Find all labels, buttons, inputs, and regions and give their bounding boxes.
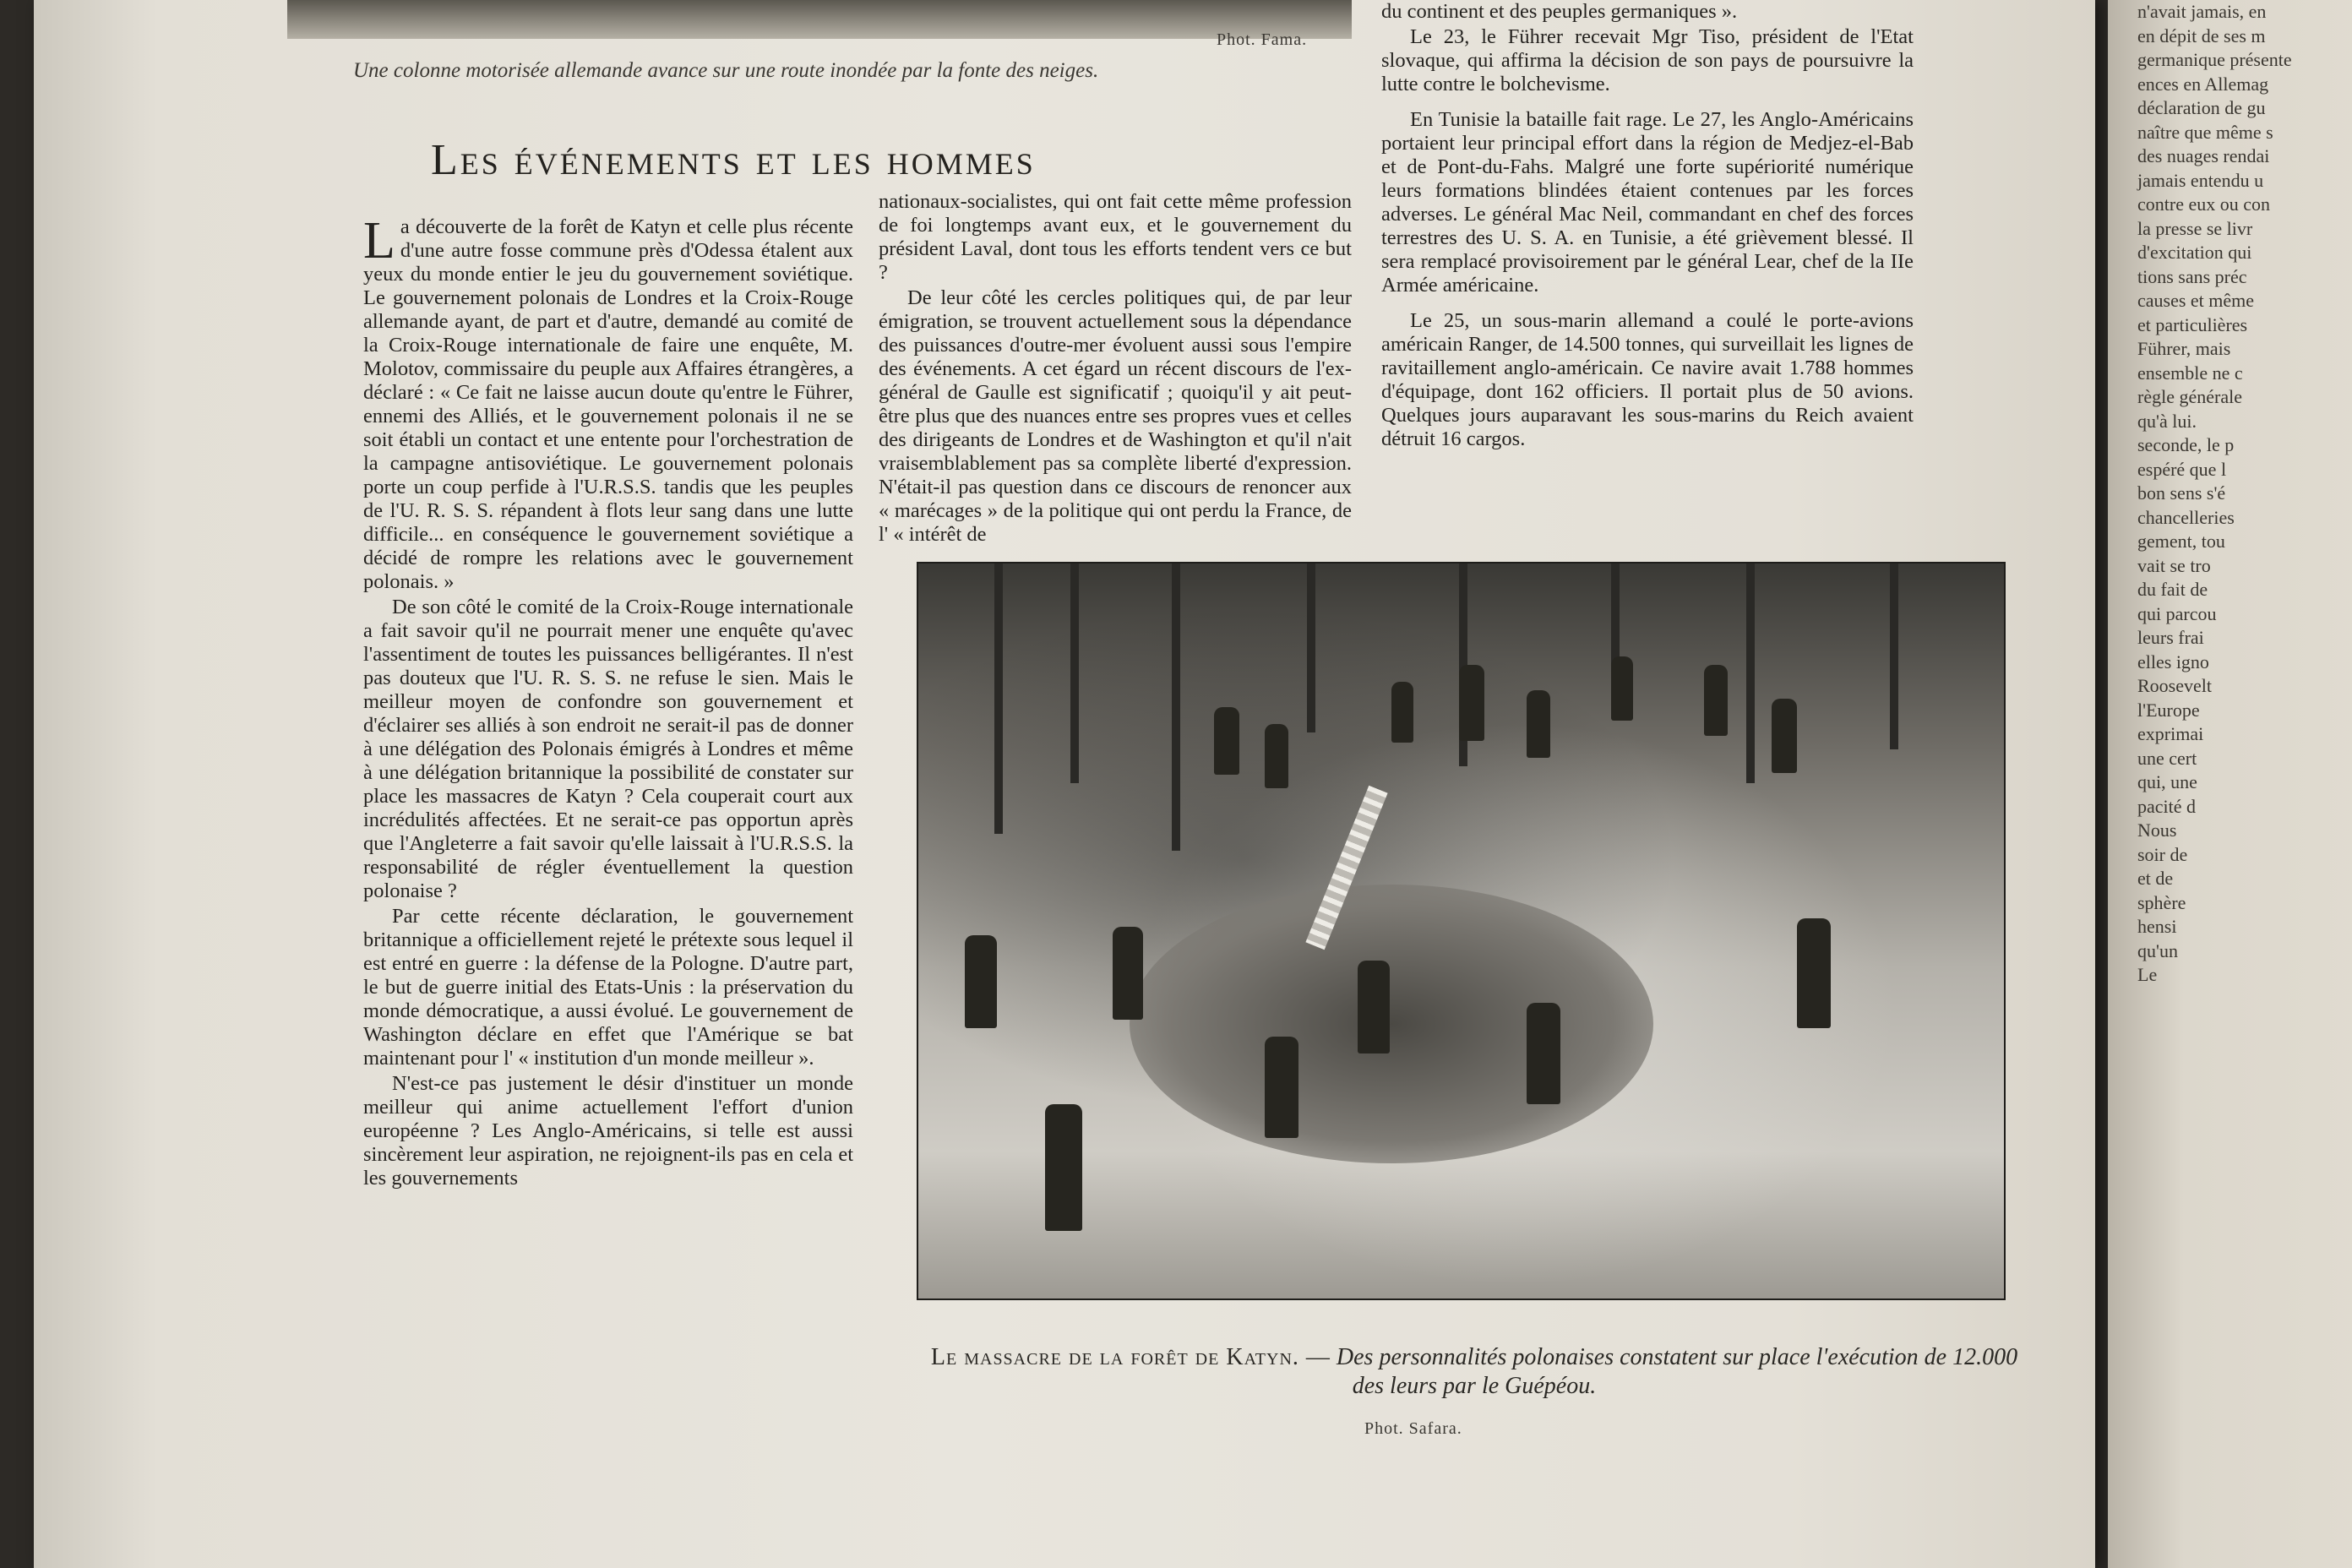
adjacent-page-line: seconde, le p xyxy=(2137,434,2235,455)
adjacent-page-line: sphère xyxy=(2137,891,2186,913)
adjacent-page-line: n'avait jamais, en xyxy=(2137,1,2267,22)
adjacent-page-text xyxy=(2137,0,2352,988)
adjacent-page-line: gement, tou xyxy=(2137,531,2225,552)
adjacent-page-line: tions sans préc xyxy=(2137,265,2247,287)
photo-caption-text: Des personnalités polonaises constatent sur place l'exécution de 12.000 des leurs par le Guépéou. xyxy=(1336,1344,2018,1399)
adjacent-page-line: du fait de xyxy=(2137,579,2208,600)
adjacent-page-line: exprimai xyxy=(2137,723,2204,744)
adjacent-page-line: qui, une xyxy=(2137,771,2197,792)
col1-paragraph-1: La découverte de la forêt de Katyn et celle plus récente d'une autre fosse commune près d'Odessa étalent aux yeux du monde entier le jeu du gouvernement soviétique. Le gouvernement polonais de Londres et la Croix-Rouge allemande ayant, de part et d'autre, demandé au comité de la Croix-Rouge internationale de faire une enquête, M. Molotov, commissaire du peuple aux Affaires étrangères, a déclaré : « Ce fait ne laisse aucun doute qu'entre le Führer, ennemi des Alliés, et le gouvernement polonais il ne se soit établi un contact et une entente pour l'orchestration de la campagne antisoviétique. Le gouvernement polonais porte un coup perfide à l'U.R.S.S. tandis que les peuples de l'U. R. S. S. répandent à flots leur sang dans une lutte difficile... en conséquence le gouvernement soviétique a décidé de rompre les relations avec le gouvernement polonais. » xyxy=(363,212,853,593)
adjacent-page-line: ensemble ne c xyxy=(2137,362,2243,384)
col3-paragraph-1: du continent et des peuples germaniques ». xyxy=(1381,0,1738,23)
adjacent-page-line: l'Europe xyxy=(2137,699,2200,721)
top-photo xyxy=(287,0,1352,39)
adjacent-page-line: qu'à lui. xyxy=(2137,410,2197,432)
col3-paragraph-3: En Tunisie la bataille fait rage. Le 27, les Anglo-Américains portaient leur principal effort dans la région de Medjez-el-Bab et de Pont-du-Fahs. Malgré une forte supériorité numérique leurs formations blindées étaient contenues par les forces adverses. Le général Mac Neil, commandant en chef des forces terrestres des U. S. A. en Tunisie, a été grièvement blessé. Il sera remplacé provisoirement par le général Lear, chef de la IIe Armée américaine. xyxy=(1381,108,1914,297)
adjacent-page-line: ences en Allemag xyxy=(2137,73,2269,95)
adjacent-page-line: causes et même xyxy=(2137,290,2255,311)
adjacent-page-line: leurs frai xyxy=(2137,627,2204,648)
adjacent-page-line: espéré que l xyxy=(2137,458,2227,480)
col1-paragraph-3: Par cette récente déclaration, le gouvernement britannique a officiellement rejeté le prétexte sous lequel il est entré en guerre : la défense de la Pologne. D'autre part, le but de guerre initial des Etats-Unis : la préservation du monde démocratique, a aussi évolué. Le gouvernement de Washington déclare en effet que l'Amérique se bat maintenant pour l' « institution d'un monde meilleur ». xyxy=(363,905,853,1070)
adjacent-page-line: Roosevelt xyxy=(2137,675,2212,696)
adjacent-page-line: Nous xyxy=(2137,819,2177,841)
adjacent-page-line: des nuages rendai xyxy=(2137,145,2270,166)
adjacent-page-line: elles igno xyxy=(2137,651,2209,672)
adjacent-page-line: qui parcou xyxy=(2137,602,2217,624)
col1-paragraph-2: De son côté le comité de la Croix-Rouge internationale a fait savoir qu'il ne pourrait mener une enquête qu'avec l'assentiment de toutes les puissances belligérantes. Il n'est pas douteux que l'U. R. S. S. ne refuse le sien. Mais le meilleur moyen de confondre son gouvernement et d'éclairer ses alliés à son endroit ne serait-il pas de donner à une délégation des Polonais émigrés à Londres et même à une délégation britannique la possibilité de constater sur place les massacres de Katyn ? Cela couperait court aux incrédulités affectées. Et ne serait-ce pas opportun après que l'Angleterre a fait savoir qu'elle laissait à l'U.R.S.S. la responsabilité de régler éventuellement la question polonaise ? xyxy=(363,596,853,902)
col3-paragraph-2: Le 23, le Führer recevait Mgr Tiso, président de l'Etat slovaque, qui affirma la décision de son pays de poursuivre la lutte contre le bolchevisme. xyxy=(1381,25,1914,95)
adjacent-page-line: soir de xyxy=(2137,843,2188,865)
photo-credit: Phot. Safara. xyxy=(1364,1419,1462,1438)
col3-paragraph-4: Le 25, un sous-marin allemand a coulé le porte-avions américain Ranger, de 14.500 tonnes, qui surveillait les lignes de ravitaillement anglo-américain. Ce navire avait 1.788 hommes d'équipage, dont 162 officiers. Il portait plus de 50 avions. Quelques jours auparavant les sous-marins du Reich avaient détruit 16 cargos. xyxy=(1381,309,1914,450)
adjacent-page-line: pacité d xyxy=(2137,795,2197,817)
adjacent-page-line: et particulières xyxy=(2137,313,2248,335)
top-photo-caption: Une colonne motorisée allemande avance sur une route inondée par la fonte des neiges. xyxy=(353,59,1099,82)
adjacent-page-line: bon sens s'é xyxy=(2137,482,2226,504)
column-1 xyxy=(363,212,853,1192)
katyn-photo xyxy=(917,562,2006,1300)
photo-caption xyxy=(929,1343,2019,1401)
col1-paragraph-4: N'est-ce pas justement le désir d'instituer un monde meilleur qui anime actuellement l'effort d'union européenne ? Les Anglo-Américains, si telle est aussi sincèrement leur aspiration, ne rejoignent-ils pas en cela et les gouvernements xyxy=(363,1072,853,1190)
adjacent-page-line: en dépit de ses m xyxy=(2137,24,2266,46)
adjacent-page-line: vait se tro xyxy=(2137,554,2211,576)
adjacent-page-line: règle générale xyxy=(2137,386,2242,407)
adjacent-page-line: déclaration de gu xyxy=(2137,97,2266,118)
adjacent-page-line: contre eux ou con xyxy=(2137,193,2270,215)
dropcap: L xyxy=(363,212,395,270)
adjacent-page-line: jamais entendu u xyxy=(2137,169,2264,191)
section-headline: Les événements et les hommes xyxy=(431,136,1036,184)
adjacent-page-line: d'excitation qui xyxy=(2137,242,2252,263)
adjacent-page-line: une cert xyxy=(2137,747,2197,769)
column-3 xyxy=(1381,0,1914,453)
adjacent-page-line: Führer, mais xyxy=(2137,338,2231,359)
magazine-page xyxy=(34,0,2095,1568)
adjacent-page-line: germanique présente xyxy=(2137,49,2292,70)
adjacent-page-line: la presse se livr xyxy=(2137,217,2253,239)
adjacent-page-line: naître que même s xyxy=(2137,121,2273,143)
adjacent-page-line: Le xyxy=(2137,964,2158,985)
column-2 xyxy=(879,190,1352,548)
adjacent-page-line: hensi xyxy=(2137,916,2177,937)
col2-paragraph-2: De leur côté les cercles politiques qui, de par leur émigration, se trouvent actuellement sous la dépendance des puissances d'outre-mer évoluent aussi sous l'empire des événements. A cet égard un récent discours de l'ex-général de Gaulle est significatif ; quoiqu'il y ait peut-être plus que des nuances entre ses propres vues et celles des dirigeants de Londres et de Washington et qu'il n'ait vraisemblablement pas sa complète liberté d'expression. N'était-il pas question dans ce discours de renoncer aux « marécages » de la politique qui ont perdu la France, de l' « intérêt de xyxy=(879,286,1352,546)
adjacent-page-line: qu'un xyxy=(2137,939,2178,961)
top-photo-credit: Phot. Fama. xyxy=(1217,30,1308,49)
adjacent-page-line: et de xyxy=(2137,868,2174,889)
adjacent-page-line: chancelleries xyxy=(2137,506,2235,528)
col2-paragraph-1: nationaux-socialistes, qui ont fait cette même profession de foi longtemps avant eux, et le gouvernement du président Laval, dont tous les efforts tendent vers ce but ? xyxy=(879,190,1352,284)
photo-caption-lead: Le massacre de la forêt de Katyn. — xyxy=(930,1344,1331,1370)
